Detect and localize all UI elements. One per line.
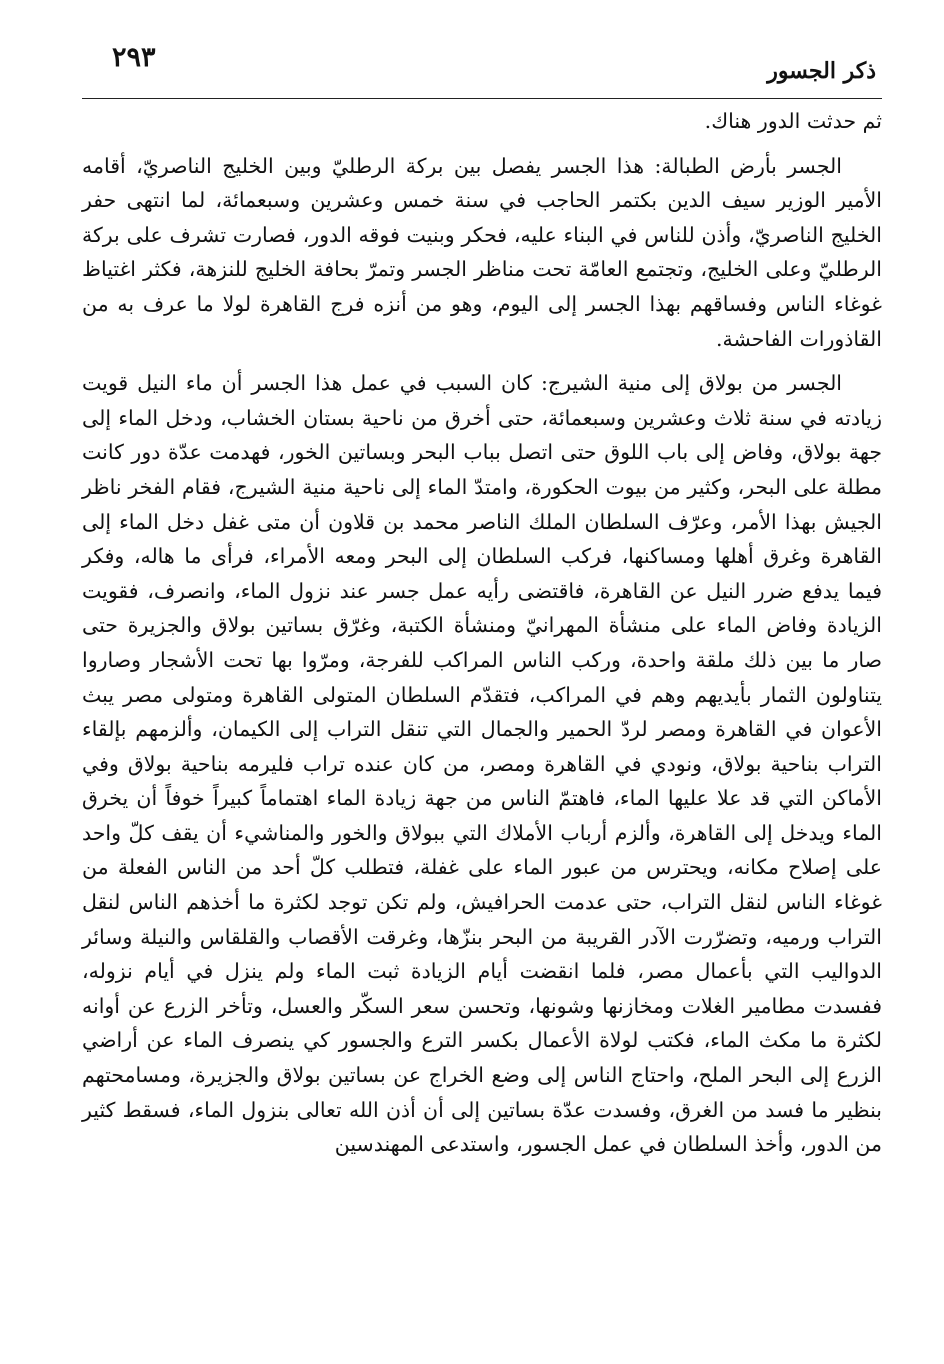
paragraph (82, 366, 882, 1162)
paragraph (82, 149, 882, 357)
paragraph-text: ثم حدثت الدور هناك. (704, 109, 882, 133)
page-number: ٢٩٣ (112, 42, 156, 73)
paragraph (82, 104, 882, 139)
running-title: ذكر الجسور (767, 58, 876, 84)
page-header (82, 40, 882, 99)
section-heading: الجسر بأرض الطبالة: (654, 153, 842, 178)
section-heading: الجسر من بولاق إلى منية الشيرج: (540, 371, 843, 396)
page-body (82, 104, 882, 1162)
paragraph-text: هذا الجسر يفصل بين بركة الرطليّ وبين الخليج الناصريّ، أقامه الأمير الوزير سيف الدين بكتمر الحاجب في سنة خمس وعشرين وسبعمائة، لما انتهى حفر الخليج الناصريّ، وأذن للناس في البناء عليه، فحكر وبنيت فوقه الدور، فصارت تشرف على بركة الرطليّ وعلى الخليج، وتجتمع العامّة تحت مناظر الجسر وتمرّ بحافة الخليج للنزهة، فكثر اغتياظ غوغاء الناس وفساقهم بهذا الجسر إلى اليوم، وهو من أنزه فرج القاهرة لولا ما عرف به من القاذورات الفاحشة. (82, 153, 882, 351)
paragraph-text: كان السبب في عمل هذا الجسر أن ماء النيل قويت زيادته في سنة ثلاث وعشرين وسبعمائة، حتى أخرق من ناحية بستان الخشاب، ودخل الماء إلى جهة بولاق، وفاض إلى باب اللوق حتى اتصل بباب البحر وبساتين الخور، فهدمت عدّة دور كانت مطلة على البحر، وكثير من بيوت الحكورة، وامتدّ الماء إلى ناحية منية الشيرج، فقام الفخر ناظر الجيش بهذا الأمر، وعرّف السلطان الملك الناصر محمد بن قلاون أن متى غفل دخل الماء إلى القاهرة وغرق أهلها ومساكنها، فركب السلطان إلى البحر ومعه الأمراء، فرأى ما هاله، وفكر فيما يدفع ضرر النيل عن القاهرة، فاقتضى رأيه عمل جسر عند نزول الماء، وانصرف، فقويت الزيادة وفاض الماء على منشأة المهرانيّ ومنشأة الكتبة، وغرّق بساتين بولاق والجزيرة حتى صار ما بين ذلك ملقة واحدة، وركب الناس المراكب للفرجة، ومرّوا بها تحت الأشجار وصاروا يتناولون الثمار بأيديهم وهم في المراكب، فتقدّم السلطان المتولى القاهرة ومتولى مصر يبث الأعوان في القاهرة ومصر لردّ الحمير والجمال التي تنقل التراب إلى الكيمان، وألزمهم بإلقاء التراب بناحية بولاق، ونودي في القاهرة ومصر، من كان عنده تراب فليرمه بناحية بولاق وفي الأماكن التي قد علا عليها الماء، فاهتمّ الناس من جهة زيادة الماء اهتماماً كبيراً خوفاً أن يخرق الماء ويدخل إلى القاهرة، وألزم أرباب الأملاك التي ببولاق والخور والمناشيء أن يقف كلّ واحد على إصلاح مكانه، ويحترس من عبور الماء على غفلة، فتطلب كلّ أحد من الناس الفعلة من غوغاء الناس لنقل التراب، حتى عدمت الحرافيش، ولم تكن توجد لكثرة ما أخذهم الناس لنقل التراب ورميه، وتضرّرت الآدر القريبة من البحر بنزّها، وغرقت الأقصاب والقلقاس والنيلة وسائر الدواليب التي بأعمال مصر، فلما انقضت أيام الزيادة ثبت الماء ولم ينزل في أيام نزوله، ففسدت مطامير الغلات ومخازنها وشونها، وتحسن سعر السكّر والعسل، وتأخر الزرع عن أوانه لكثرة ما مكث الماء، فكتب لولاة الأعمال بكسر الترع والجسور كي ينصرف الماء عن أراضي الزرع إلى البحر الملح، واحتاج الناس إلى وضع الخراج عن بساتين بولاق والجزيرة، ومسامحتهم بنظير ما فسد من الغرق، وفسدت عدّة بساتين إلى أن أذن الله تعالى بنزول الماء، فسقط كثير من الدور، وأخذ السلطان في عمل الجسور، واستدعى المهندسين (82, 371, 882, 1157)
